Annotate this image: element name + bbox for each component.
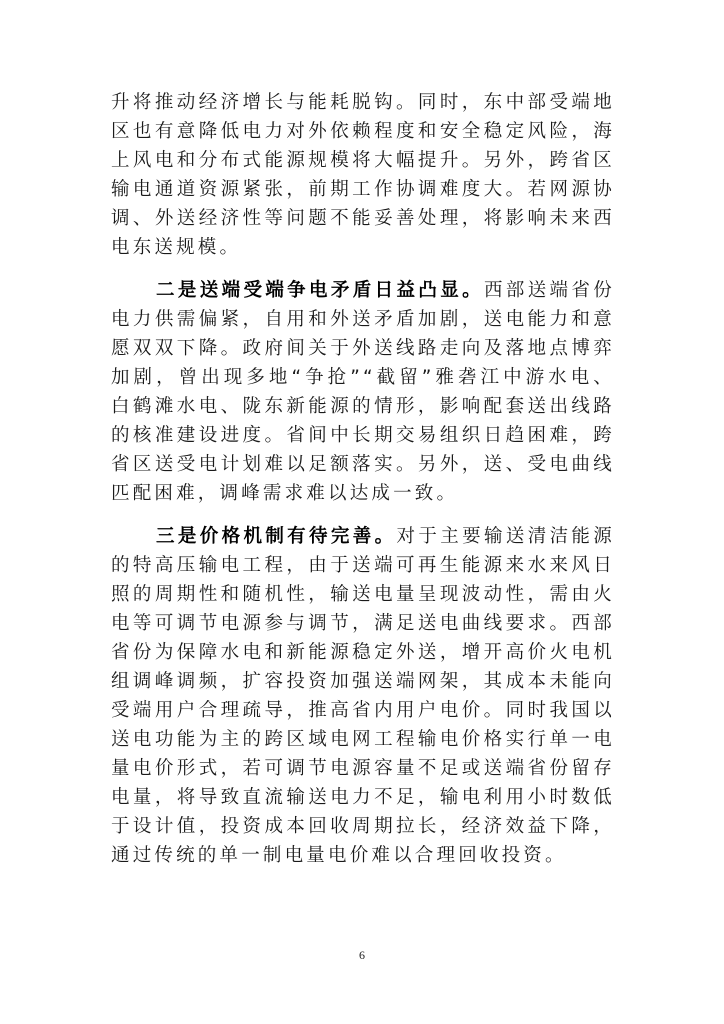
paragraph-2-text: 西部送端省份电力供需偏紧，自用和外送矛盾加剧，送电能力和意愿双双下降。政府间关于外送线路走向及落地点博弈加剧，曾出现多地“争抢”“截留”雅砻江中游水电、白鹤滩水电、陇东新能源的情形，影响配套送出线路的核准建设进度。省间中长期交易组织日趋困难，跨省区送受电计划难以足额落实。另外，送、受电曲线匹配困难，调峰需求难以达成一致。: [111, 280, 615, 504]
paragraph-3: [111, 522, 615, 870]
paragraph-1: [111, 88, 615, 262]
paragraph-1-text: 升将推动经济增长与能耗脱钩。同时，东中部受端地区也有意降低电力对外依赖程度和安全稳定风险，海上风电和分布式能源规模将大幅提升。另外，跨省区输电通道资源紧张，前期工作协调难度大。若网源协调、外送经济性等问题不能妥善处理，将影响未来西电东送规模。: [111, 92, 615, 258]
page-body: [111, 88, 615, 884]
paragraph-3-text: 对于主要输送清洁能源的特高压输电工程，由于送端可再生能源来水来风日照的周期性和随机性，输送电量呈现波动性，需由火电等可调节电源参与调节，满足送电曲线要求。西部省份为保障水电和新能源稳定外送，增开高价火电机组调峰调频，扩容投资加强送端网架，其成本未能向受端用户合理疏导，推高省内用户电价。同时我国以送电功能为主的跨区域电网工程输电价格实行单一电量电价形式，若可调节电源容量不足或送端省份留存电量，将导致直流输送电力不足，输电利用小时数低于设计值，投资成本回收周期拉长，经济效益下降，通过传统的单一制电量电价难以合理回收投资。: [111, 526, 615, 866]
paragraph-3-lead-heading: 三是价格机制有待完善。: [156, 526, 397, 547]
paragraph-2: [111, 276, 615, 508]
page-number: 6: [359, 948, 365, 962]
paragraph-2-lead-heading: 二是送端受端争电矛盾日益凸显。: [156, 280, 484, 301]
